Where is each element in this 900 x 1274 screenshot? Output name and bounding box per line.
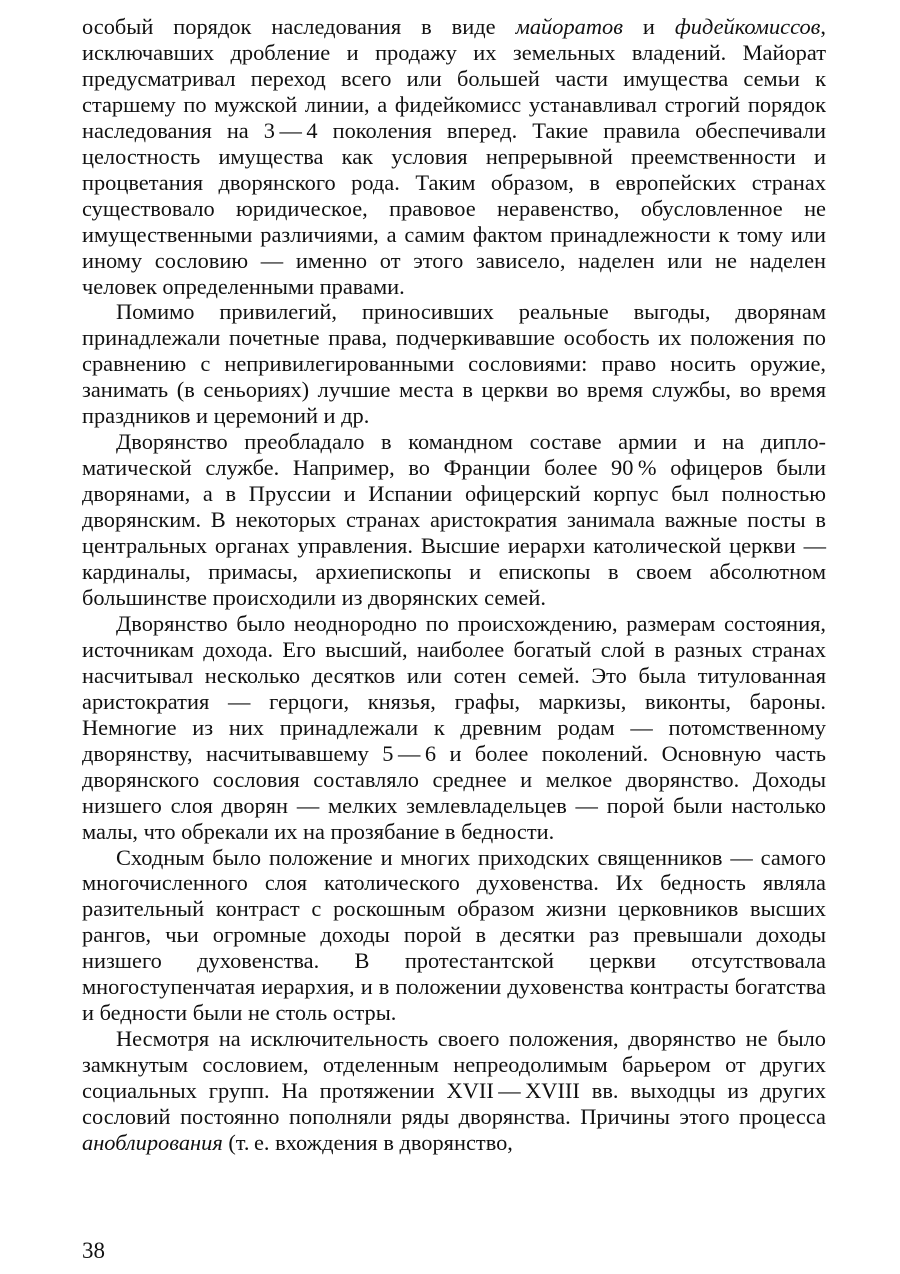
paragraph: [82, 611, 826, 845]
page-body: [82, 14, 826, 1156]
page-number: 38: [82, 1238, 105, 1263]
text-run: Дворянство было неоднородно по происхождению, размерам состояния, источникам дохода. Его высший, наиболее богатый слой в разных странах насчитывал несколько десятков или сотен семей. Это была титулованная аристократия — герцоги, князья, графы, маркизы, виконты, бароны. Немногие из них принадлежали к древним родам — потомственному дворянству, насчитывавшему 5 — 6 и более поколений. Основную часть дворянского сословия составляло среднее и мелкое дворянство. Доходы низшего слоя дворян — мелких землевладельцев — порой были настолько малы, что обрекали их на прозябание в бедности.: [82, 610, 826, 844]
italic-term: фидейкомиссов: [674, 14, 821, 39]
text-run: Несмотря на исключительность своего положения, дворянство не было замкнутым сословием, отделенным непреодолимым барьером от других социальных групп. На протяжении XVII — XVIII вв. выходцы из других сословий постоянно пополняли ряды дворянства. Причины этого процесса: [82, 1026, 826, 1130]
paragraph: [82, 14, 826, 299]
text-run: Сходным было положение и многих приходских священников — самого многочисленного слоя католического духовенства. Их бедность являла разительный контраст с роскошным образом жизни церковников высших рангов, чьи огромные доходы порой в десятки раз превышали доходы низшего духовенства. В протестантской церкви отсутствовала многоступенчатая иерархия, и в положении духовенства контрасты богатства и бедности были не столь остры.: [82, 844, 826, 1026]
text-run: Дворянство преобладало в командном составе армии и на дипломатической службе. Например, во Франции более 90 % офицеров были дворянами, а в Пруссии и Испании офицерский корпус был полностью дворянским. В некоторых странах аристократия занимала важные посты в центральных органах управления. Высшие иерархи католической церкви — кардиналы, примасы, архиепископы и епископы в своем абсолютном большинстве происходили из дворянских семей.: [82, 429, 826, 610]
paragraph: [82, 845, 826, 1027]
text-run: (т. е. вхождения в дворянство,: [222, 1129, 513, 1155]
text-run: и: [622, 14, 675, 39]
paragraph: [82, 429, 826, 611]
paragraph: [82, 299, 826, 429]
text-run: , исключавших дробление и продажу их земельных владений. Майорат предусматривал переход всего или большей части имущества семьи к старшему по мужской линии, а фидейкомисс устанавливал строгий порядок наследования на 3 — 4 поколения вперед. Такие правила обеспечивали целостность имущества как условия непрерывной преемственности и процветания дворянского рода. Таким образом, в европейских странах существовало юридическое, правовое неравенство, обусловленное не имущественными различиями, а самим фактом принадлежности к тому или иному сословию — именно от этого зависело, наделен или не наделен человек определенными правами.: [82, 14, 826, 299]
paragraph: [82, 1026, 826, 1156]
italic-term: майоратов: [515, 14, 623, 39]
text-run: особый порядок наследования в виде: [82, 14, 516, 39]
italic-term: аноблирования: [82, 1129, 223, 1155]
text-run: Помимо привилегий, приносивших реальные выгоды, дворянам принадлежали почетные права, подчеркивавшие особость их положения по сравнению с непривилегированными сословиями: право носить оружие, занимать (в сеньориях) лучшие места в церкви во время службы, во время праздников и церемоний и др.: [82, 299, 826, 429]
